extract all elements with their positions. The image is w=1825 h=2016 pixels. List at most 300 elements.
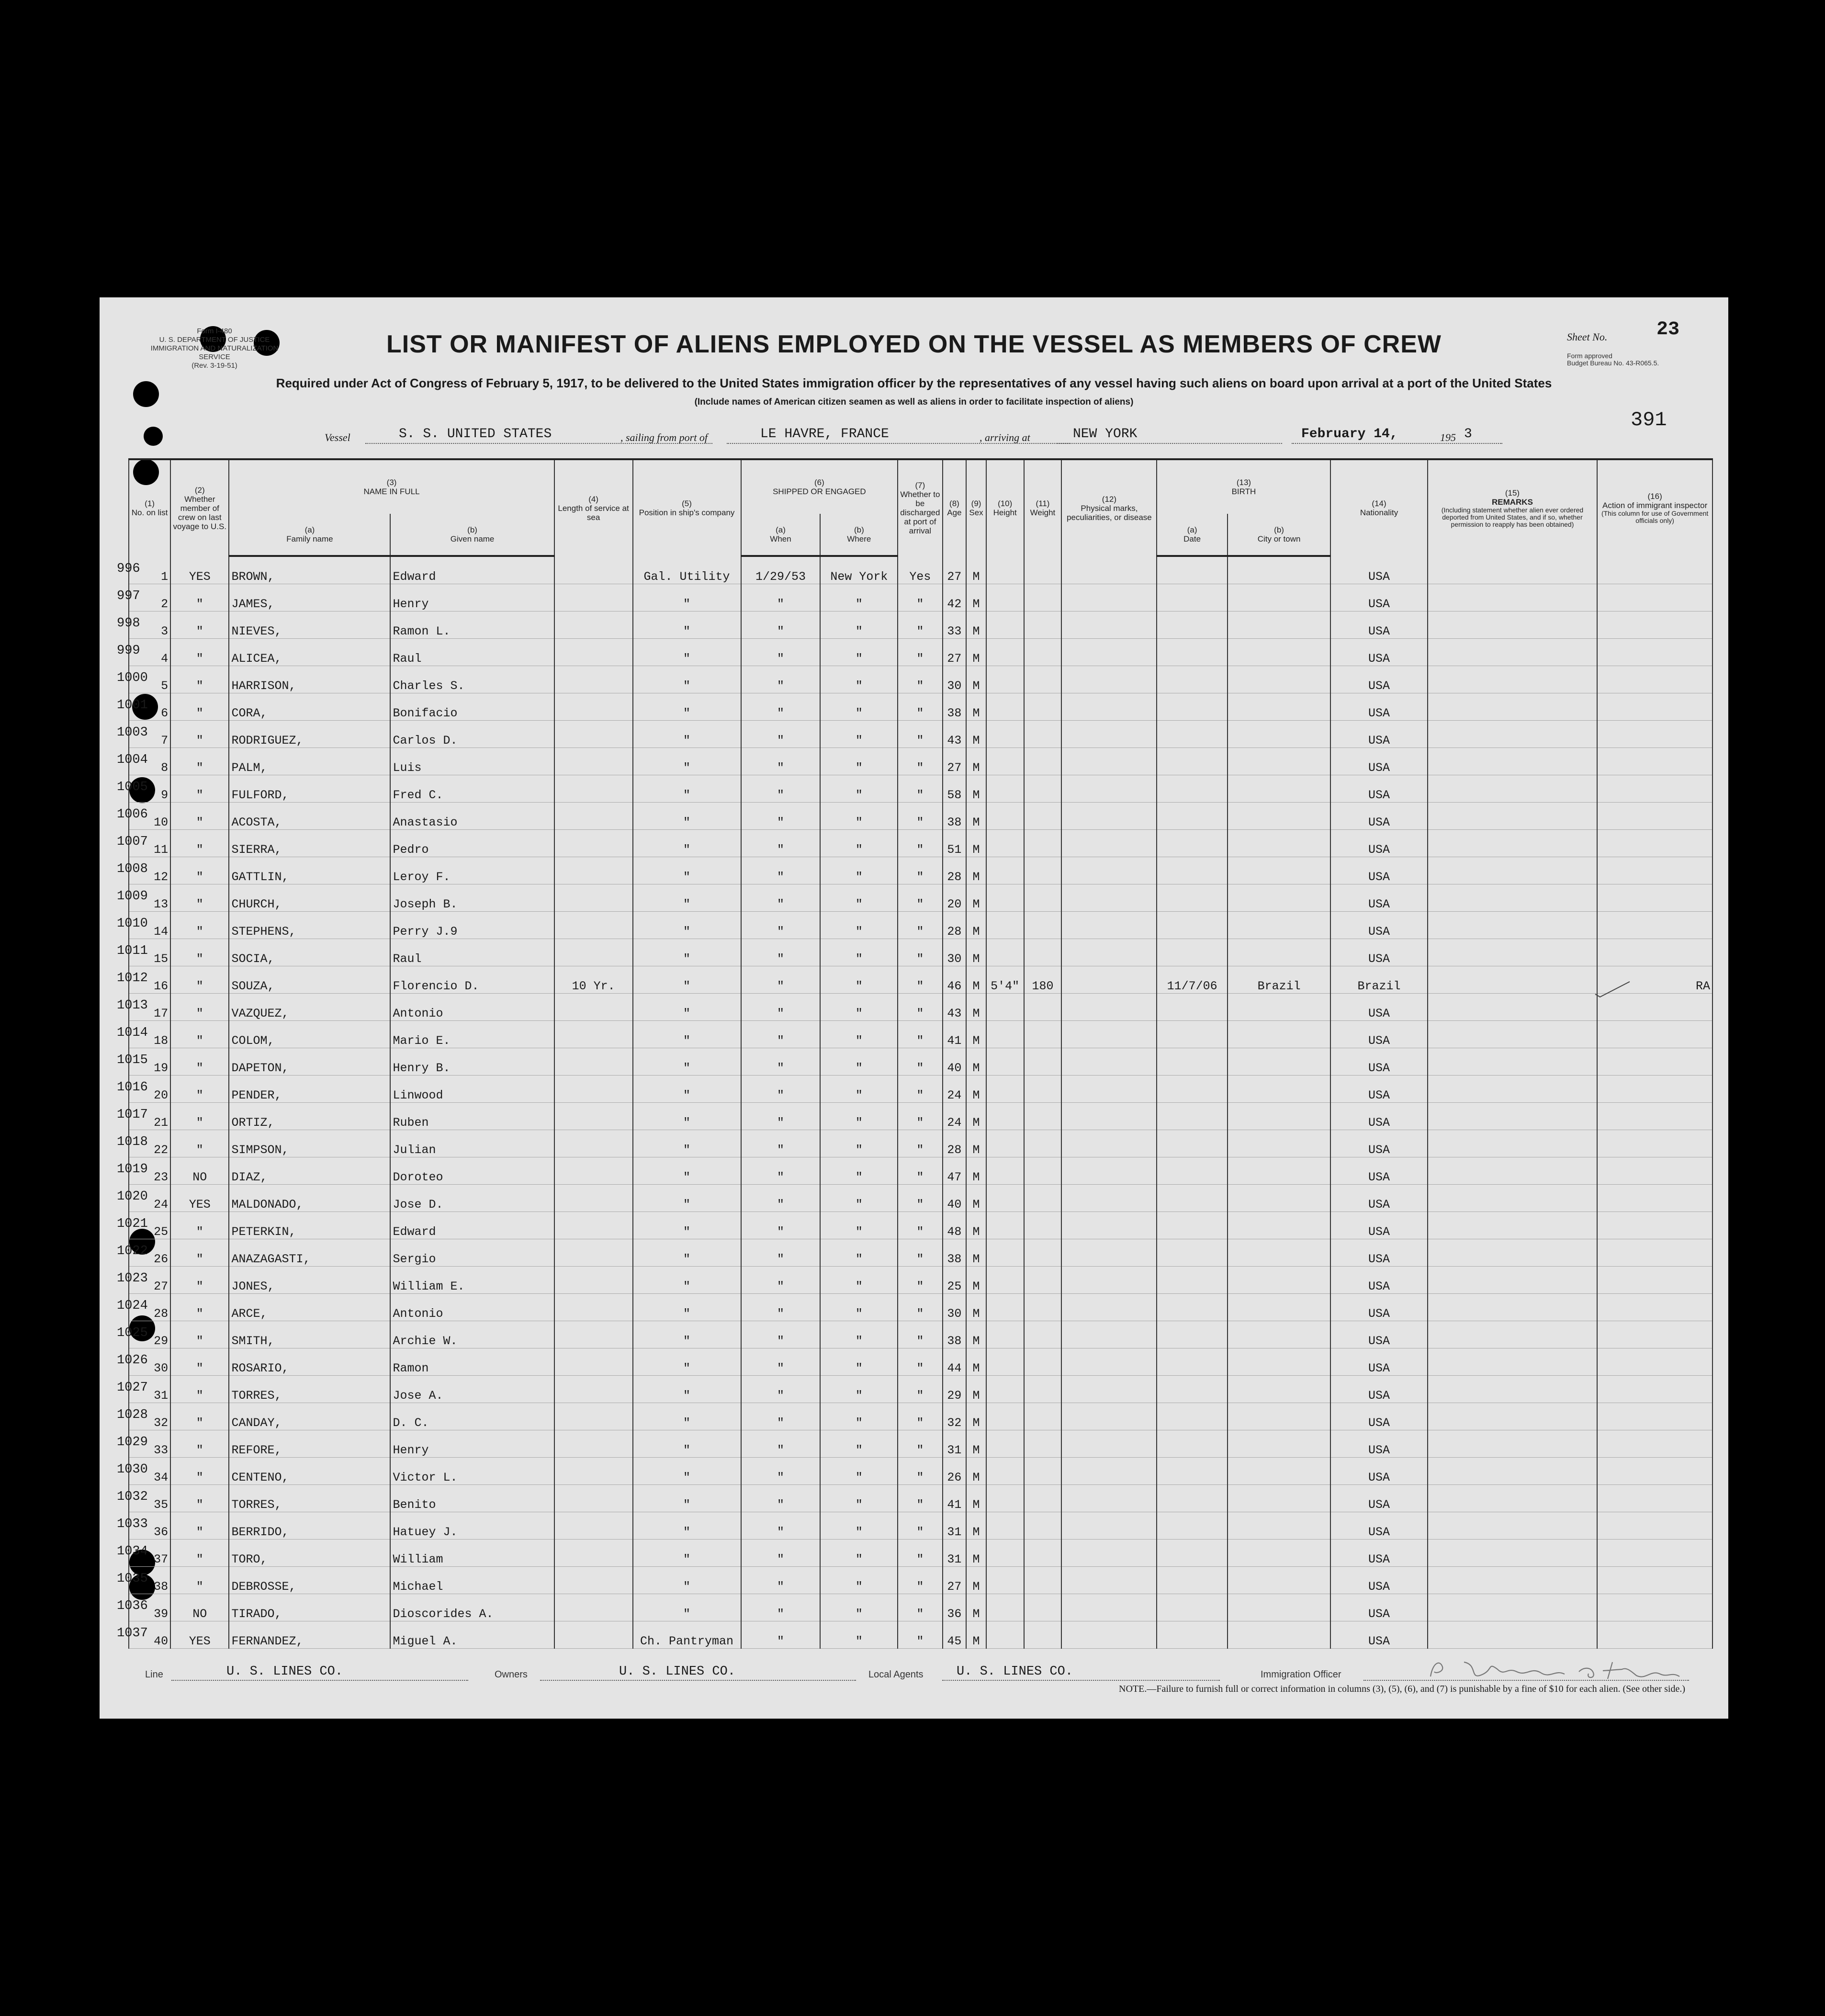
- cell-family-name: SMITH,: [229, 1321, 390, 1348]
- cell-weight: [1024, 857, 1062, 884]
- cell-row-number: 36: [129, 1512, 170, 1540]
- cell-shipped-when: ": [741, 939, 821, 966]
- cell-weight: [1024, 1185, 1062, 1212]
- cell-height: [986, 1540, 1024, 1567]
- cell-physical-marks: [1061, 1021, 1157, 1048]
- cell-given-name: Linwood: [390, 1076, 554, 1103]
- cell-shipped-when: ": [741, 1185, 821, 1212]
- owners-value: U. S. LINES CO.: [619, 1665, 736, 1679]
- cell-physical-marks: [1061, 1567, 1157, 1594]
- cell-weight: [1024, 1621, 1062, 1649]
- cell-birth-city: [1228, 1376, 1331, 1403]
- cell-position: ": [633, 775, 741, 803]
- cell-age: 28: [943, 857, 967, 884]
- cell-remarks: [1428, 857, 1598, 884]
- line-number: 1008: [117, 862, 148, 876]
- cell-nationality: USA: [1330, 1376, 1427, 1403]
- table-row: [129, 1567, 1712, 1594]
- cell-age: 30: [943, 666, 967, 693]
- cell-birth-date: [1157, 803, 1227, 830]
- cell-shipped-where: ": [820, 939, 898, 966]
- cell-sex: M: [966, 1239, 986, 1267]
- cell-physical-marks: [1061, 1512, 1157, 1540]
- cell-shipped-when: ": [741, 666, 821, 693]
- cell-remarks: [1428, 1430, 1598, 1458]
- table-row: [129, 693, 1712, 721]
- cell-row-number: 29: [129, 1321, 170, 1348]
- cell-sex: M: [966, 1321, 986, 1348]
- table-row: [129, 912, 1712, 939]
- cell-nationality: USA: [1330, 1048, 1427, 1076]
- cell-shipped-when: ": [741, 1430, 821, 1458]
- cell-given-name: Joseph B.: [390, 884, 554, 912]
- cell-given-name: Charles S.: [390, 666, 554, 693]
- vessel-label: Vessel: [325, 431, 350, 443]
- cell-nationality: USA: [1330, 721, 1427, 748]
- cell-height: [986, 1239, 1024, 1267]
- cell-family-name: JAMES,: [229, 584, 390, 612]
- header-given-name: (b) Given name: [390, 514, 554, 556]
- cell-height: [986, 693, 1024, 721]
- table-row: [129, 556, 1712, 584]
- cell-length-of-service: [554, 584, 633, 612]
- cell-birth-date: [1157, 1567, 1227, 1594]
- cell-previous-voyage: ": [170, 1376, 229, 1403]
- cell-given-name: Ramon L.: [390, 612, 554, 639]
- cell-sex: M: [966, 556, 986, 584]
- cell-birth-date: [1157, 693, 1227, 721]
- cell-nationality: USA: [1330, 1594, 1427, 1621]
- cell-height: [986, 1430, 1024, 1458]
- cell-height: [986, 1621, 1024, 1649]
- cell-previous-voyage: ": [170, 912, 229, 939]
- cell-birth-city: [1228, 1130, 1331, 1157]
- cell-physical-marks: [1061, 612, 1157, 639]
- cell-shipped-when: ": [741, 1157, 821, 1185]
- cell-family-name: PALM,: [229, 748, 390, 775]
- cell-weight: [1024, 775, 1062, 803]
- cell-nationality: USA: [1330, 1212, 1427, 1239]
- cell-height: [986, 939, 1024, 966]
- header-length-of-service: (4) Length of service at sea: [554, 459, 633, 556]
- cell-row-number: 38: [129, 1567, 170, 1594]
- cell-discharge: ": [898, 830, 942, 857]
- cell-birth-city: [1228, 612, 1331, 639]
- cell-position: ": [633, 1512, 741, 1540]
- line-number: 1018: [117, 1135, 148, 1149]
- cell-given-name: Benito: [390, 1485, 554, 1512]
- cell-family-name: TORRES,: [229, 1485, 390, 1512]
- cell-row-number: 3: [129, 612, 170, 639]
- cell-birth-date: [1157, 1021, 1227, 1048]
- header-name-in-full: (3) NAME IN FULL: [229, 459, 554, 514]
- arrival-port: NEW YORK: [1073, 427, 1138, 442]
- cell-previous-voyage: ": [170, 721, 229, 748]
- header-position: (5) Position in ship's company: [633, 459, 741, 556]
- cell-weight: [1024, 1458, 1062, 1485]
- cell-given-name: Doroteo: [390, 1157, 554, 1185]
- cell-sex: M: [966, 1157, 986, 1185]
- cell-physical-marks: [1061, 1239, 1157, 1267]
- cell-given-name: Ramon: [390, 1348, 554, 1376]
- line-number: 1034: [117, 1544, 148, 1559]
- cell-nationality: USA: [1330, 1512, 1427, 1540]
- cell-age: 27: [943, 639, 967, 666]
- cell-discharge: ": [898, 1130, 942, 1157]
- cell-birth-date: [1157, 1157, 1227, 1185]
- cell-discharge: ": [898, 748, 942, 775]
- cell-birth-date: [1157, 1594, 1227, 1621]
- cell-shipped-where: ": [820, 1567, 898, 1594]
- cell-inspector-action: [1597, 1294, 1712, 1321]
- cell-family-name: VAZQUEZ,: [229, 994, 390, 1021]
- line-number: 1023: [117, 1271, 148, 1286]
- header-remarks: (15) REMARKS (Including statement whether alien ever ordered deported from United States, and if so, whether permission to reapply has been obtained): [1428, 459, 1598, 556]
- owners-label: Owners: [495, 1669, 528, 1680]
- cell-birth-city: [1228, 1403, 1331, 1430]
- cell-inspector-action: [1597, 912, 1712, 939]
- cell-remarks: [1428, 666, 1598, 693]
- cell-shipped-when: ": [741, 1348, 821, 1376]
- cell-shipped-where: ": [820, 775, 898, 803]
- cell-length-of-service: [554, 1540, 633, 1567]
- cell-age: 38: [943, 693, 967, 721]
- cell-position: ": [633, 1403, 741, 1430]
- header-birth-date: (a) Date: [1157, 514, 1227, 556]
- cell-row-number: 35: [129, 1485, 170, 1512]
- cell-shipped-when: ": [741, 1512, 821, 1540]
- cell-sex: M: [966, 857, 986, 884]
- cell-remarks: [1428, 693, 1598, 721]
- cell-position: ": [633, 1076, 741, 1103]
- cell-discharge: ": [898, 1185, 942, 1212]
- cell-shipped-when: ": [741, 1076, 821, 1103]
- vessel-info-line: [100, 427, 1728, 446]
- cell-given-name: Henry: [390, 584, 554, 612]
- cell-physical-marks: [1061, 912, 1157, 939]
- table-row: [129, 857, 1712, 884]
- cell-length-of-service: [554, 939, 633, 966]
- cell-inspector-action: [1597, 1403, 1712, 1430]
- cell-physical-marks: [1061, 1594, 1157, 1621]
- cell-height: [986, 748, 1024, 775]
- cell-position: ": [633, 1567, 741, 1594]
- cell-shipped-when: ": [741, 639, 821, 666]
- cell-inspector-action: [1597, 1485, 1712, 1512]
- cell-inspector-action: [1597, 1239, 1712, 1267]
- cell-length-of-service: [554, 1048, 633, 1076]
- cell-length-of-service: [554, 1594, 633, 1621]
- header-discharge: (7) Whether to be discharged at port of arrival: [898, 459, 942, 556]
- cell-position: ": [633, 966, 741, 994]
- cell-row-number: 39: [129, 1594, 170, 1621]
- cell-shipped-where: ": [820, 748, 898, 775]
- cell-nationality: USA: [1330, 1430, 1427, 1458]
- cell-height: 5'4": [986, 966, 1024, 994]
- cell-sex: M: [966, 803, 986, 830]
- cell-age: 43: [943, 994, 967, 1021]
- cell-birth-date: [1157, 1267, 1227, 1294]
- cell-inspector-action: RA: [1597, 966, 1712, 994]
- cell-nationality: USA: [1330, 994, 1427, 1021]
- cell-discharge: ": [898, 1621, 942, 1649]
- cell-family-name: TORRES,: [229, 1376, 390, 1403]
- cell-given-name: Luis: [390, 748, 554, 775]
- cell-sex: M: [966, 1567, 986, 1594]
- cell-previous-voyage: ": [170, 1321, 229, 1348]
- cell-shipped-where: ": [820, 1239, 898, 1267]
- cell-family-name: JONES,: [229, 1267, 390, 1294]
- cell-nationality: USA: [1330, 556, 1427, 584]
- cell-nationality: USA: [1330, 1485, 1427, 1512]
- cell-previous-voyage: ": [170, 1540, 229, 1567]
- table-row: [129, 1157, 1712, 1185]
- line-number: 1017: [117, 1108, 148, 1122]
- cell-birth-date: [1157, 994, 1227, 1021]
- cell-row-number: 15: [129, 939, 170, 966]
- cell-discharge: ": [898, 1076, 942, 1103]
- cell-age: 38: [943, 1239, 967, 1267]
- cell-family-name: CENTENO,: [229, 1458, 390, 1485]
- cell-given-name: Sergio: [390, 1239, 554, 1267]
- cell-birth-date: [1157, 912, 1227, 939]
- cell-age: 51: [943, 830, 967, 857]
- cell-shipped-where: ": [820, 1321, 898, 1348]
- cell-physical-marks: [1061, 639, 1157, 666]
- cell-inspector-action: [1597, 830, 1712, 857]
- cell-birth-city: [1228, 1321, 1331, 1348]
- cell-age: 40: [943, 1185, 967, 1212]
- cell-previous-voyage: ": [170, 693, 229, 721]
- table-row: [129, 1130, 1712, 1157]
- cell-inspector-action: [1597, 775, 1712, 803]
- cell-given-name: Anastasio: [390, 803, 554, 830]
- cell-birth-date: [1157, 830, 1227, 857]
- cell-row-number: 21: [129, 1103, 170, 1130]
- cell-weight: [1024, 721, 1062, 748]
- line-number: 1015: [117, 1053, 148, 1067]
- cell-height: [986, 584, 1024, 612]
- form-subtitle: Required under Act of Congress of February 5, 1917, to be delivered to the United States immigration officer by the representatives of any vessel having such aliens on board upon arrival at a port of the United States: [276, 376, 1552, 390]
- cell-previous-voyage: ": [170, 666, 229, 693]
- cell-birth-city: [1228, 1212, 1331, 1239]
- cell-birth-city: [1228, 639, 1331, 666]
- cell-row-number: 6: [129, 693, 170, 721]
- cell-nationality: USA: [1330, 1321, 1427, 1348]
- cell-shipped-where: ": [820, 1185, 898, 1212]
- cell-height: [986, 803, 1024, 830]
- department-name: U. S. DEPARTMENT OF JUSTICE: [159, 336, 270, 344]
- cell-weight: [1024, 556, 1062, 584]
- line-number: 999: [117, 644, 140, 658]
- cell-physical-marks: [1061, 939, 1157, 966]
- cell-weight: [1024, 584, 1062, 612]
- cell-family-name: CORA,: [229, 693, 390, 721]
- cell-row-number: 8: [129, 748, 170, 775]
- table-row: [129, 721, 1712, 748]
- cell-shipped-when: ": [741, 994, 821, 1021]
- cell-shipped-when: ": [741, 721, 821, 748]
- cell-physical-marks: [1061, 1103, 1157, 1130]
- cell-nationality: USA: [1330, 1567, 1427, 1594]
- crew-manifest-table: [128, 458, 1713, 1649]
- cell-given-name: Florencio D.: [390, 966, 554, 994]
- header-age: (8) Age: [943, 459, 967, 556]
- cell-birth-city: [1228, 857, 1331, 884]
- line-number: 1009: [117, 889, 148, 904]
- cell-length-of-service: [554, 1185, 633, 1212]
- cell-length-of-service: [554, 1485, 633, 1512]
- cell-age: 46: [943, 966, 967, 994]
- cell-birth-city: [1228, 1103, 1331, 1130]
- cell-physical-marks: [1061, 1403, 1157, 1430]
- cell-physical-marks: [1061, 1376, 1157, 1403]
- table-row: [129, 1076, 1712, 1103]
- cell-length-of-service: [554, 884, 633, 912]
- cell-nationality: USA: [1330, 857, 1427, 884]
- cell-birth-date: [1157, 556, 1227, 584]
- cell-birth-city: [1228, 556, 1331, 584]
- cell-position: ": [633, 939, 741, 966]
- cell-previous-voyage: ": [170, 1458, 229, 1485]
- cell-height: [986, 1403, 1024, 1430]
- cell-family-name: TIRADO,: [229, 1594, 390, 1621]
- cell-nationality: USA: [1330, 1540, 1427, 1567]
- cell-weight: [1024, 1540, 1062, 1567]
- cell-family-name: BROWN,: [229, 556, 390, 584]
- cell-position: ": [633, 1458, 741, 1485]
- cell-row-number: 13: [129, 884, 170, 912]
- cell-birth-date: [1157, 1430, 1227, 1458]
- cell-shipped-where: ": [820, 1403, 898, 1430]
- budget-bureau-note: [1567, 352, 1659, 367]
- cell-shipped-where: ": [820, 1485, 898, 1512]
- cell-length-of-service: [554, 1567, 633, 1594]
- cell-row-number: 1: [129, 556, 170, 584]
- cell-length-of-service: [554, 639, 633, 666]
- cell-shipped-when: ": [741, 775, 821, 803]
- cell-sex: M: [966, 639, 986, 666]
- cell-birth-date: [1157, 1103, 1227, 1130]
- cell-age: 26: [943, 1458, 967, 1485]
- cell-length-of-service: [554, 1212, 633, 1239]
- cell-nationality: USA: [1330, 1267, 1427, 1294]
- cell-remarks: [1428, 639, 1598, 666]
- cell-previous-voyage: ": [170, 1348, 229, 1376]
- line-number: 1007: [117, 835, 148, 849]
- cell-physical-marks: [1061, 1458, 1157, 1485]
- table-row: [129, 1621, 1712, 1649]
- cell-age: 25: [943, 1267, 967, 1294]
- cell-given-name: Jose D.: [390, 1185, 554, 1212]
- cell-remarks: [1428, 1130, 1598, 1157]
- cell-discharge: ": [898, 1540, 942, 1567]
- cell-inspector-action: [1597, 693, 1712, 721]
- cell-age: 36: [943, 1594, 967, 1621]
- cell-discharge: ": [898, 1212, 942, 1239]
- cell-family-name: SIERRA,: [229, 830, 390, 857]
- cell-previous-voyage: ": [170, 1512, 229, 1540]
- cell-remarks: [1428, 966, 1598, 994]
- cell-age: 28: [943, 912, 967, 939]
- cell-position: ": [633, 1321, 741, 1348]
- cell-given-name: Mario E.: [390, 1021, 554, 1048]
- cell-remarks: [1428, 803, 1598, 830]
- cell-discharge: ": [898, 912, 942, 939]
- cell-inspector-action: [1597, 666, 1712, 693]
- cell-row-number: 30: [129, 1348, 170, 1376]
- cell-given-name: Fred C.: [390, 775, 554, 803]
- cell-discharge: ": [898, 1239, 942, 1267]
- cell-shipped-where: ": [820, 1594, 898, 1621]
- cell-length-of-service: [554, 1348, 633, 1376]
- cell-inspector-action: [1597, 884, 1712, 912]
- cell-given-name: Edward: [390, 556, 554, 584]
- cell-previous-voyage: YES: [170, 1621, 229, 1649]
- cell-birth-date: [1157, 857, 1227, 884]
- cell-birth-date: [1157, 1212, 1227, 1239]
- cell-remarks: [1428, 612, 1598, 639]
- cell-birth-city: [1228, 1157, 1331, 1185]
- cell-position: ": [633, 1212, 741, 1239]
- cell-nationality: Brazil: [1330, 966, 1427, 994]
- cell-inspector-action: [1597, 939, 1712, 966]
- table-row: [129, 584, 1712, 612]
- cell-length-of-service: [554, 556, 633, 584]
- cell-birth-date: [1157, 939, 1227, 966]
- cell-remarks: [1428, 1021, 1598, 1048]
- cell-family-name: DAPETON,: [229, 1048, 390, 1076]
- cell-inspector-action: [1597, 639, 1712, 666]
- cell-position: ": [633, 994, 741, 1021]
- cell-position: ": [633, 1430, 741, 1458]
- cell-previous-voyage: ": [170, 1048, 229, 1076]
- cell-length-of-service: [554, 693, 633, 721]
- cell-remarks: [1428, 1512, 1598, 1540]
- cell-position: ": [633, 1376, 741, 1403]
- cell-remarks: [1428, 1076, 1598, 1103]
- cell-height: [986, 721, 1024, 748]
- cell-family-name: ARCE,: [229, 1294, 390, 1321]
- cell-height: [986, 1512, 1024, 1540]
- cell-remarks: [1428, 1376, 1598, 1403]
- cell-given-name: Julian: [390, 1130, 554, 1157]
- cell-birth-date: [1157, 884, 1227, 912]
- cell-previous-voyage: ": [170, 939, 229, 966]
- header-when: (a) When: [741, 514, 821, 556]
- header-sex: (9) Sex: [966, 459, 986, 556]
- header-inspector-action: (16) Action of immigrant inspector (This column for use of Government officials only): [1597, 459, 1712, 556]
- line-number: 1013: [117, 998, 148, 1013]
- cell-birth-city: [1228, 1294, 1331, 1321]
- cell-birth-date: [1157, 1076, 1227, 1103]
- cell-height: [986, 1048, 1024, 1076]
- line-number: 1016: [117, 1080, 148, 1095]
- cell-previous-voyage: ": [170, 775, 229, 803]
- cell-shipped-when: ": [741, 748, 821, 775]
- cell-weight: [1024, 1239, 1062, 1267]
- table-row: [129, 830, 1712, 857]
- cell-discharge: ": [898, 1267, 942, 1294]
- cell-physical-marks: [1061, 1485, 1157, 1512]
- cell-weight: [1024, 1403, 1062, 1430]
- cell-inspector-action: [1597, 857, 1712, 884]
- cell-inspector-action: [1597, 1540, 1712, 1567]
- cell-physical-marks: [1061, 1076, 1157, 1103]
- cell-birth-city: [1228, 1458, 1331, 1485]
- cell-inspector-action: [1597, 1185, 1712, 1212]
- cell-discharge: ": [898, 1103, 942, 1130]
